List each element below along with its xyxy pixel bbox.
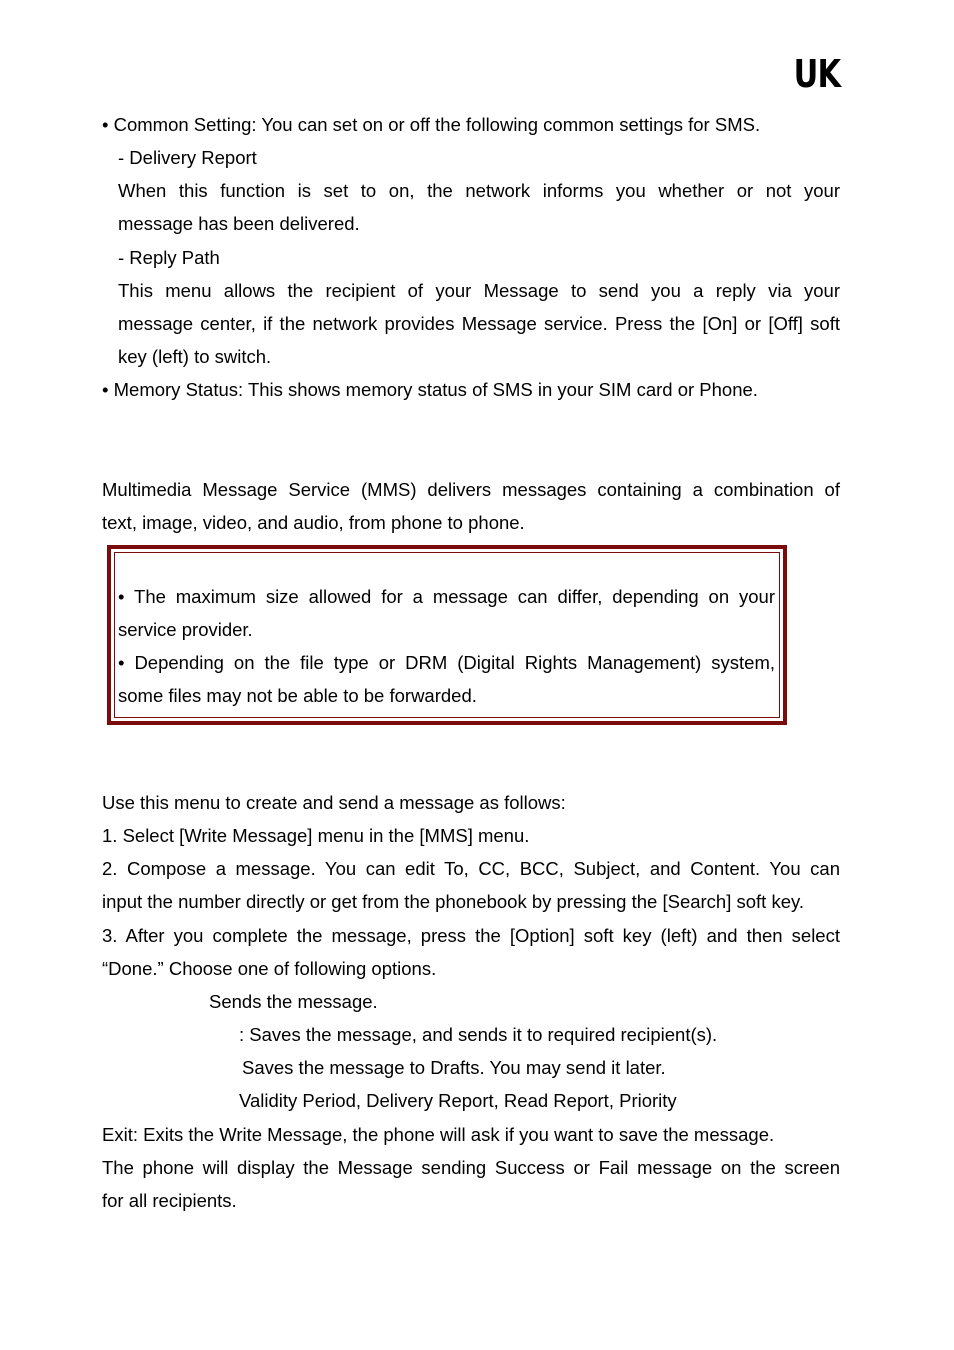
option-save-desc: Saves the message to Drafts. You may send it later. xyxy=(242,1057,666,1078)
mms-intro-text: text, image, video, and audio, from phone to phone. xyxy=(102,512,525,533)
result-text: for all recipients. xyxy=(102,1190,237,1211)
reply-path-desc: key (left) to switch. xyxy=(118,346,272,367)
note-item: • Depending on the file type or DRM (Digital Rights Management) system, xyxy=(118,652,775,673)
write-message-intro: Use this menu to create and send a message as follows: xyxy=(102,792,566,813)
delivery-report-title: - Delivery Report xyxy=(118,147,257,168)
reply-path-desc: This menu allows the recipient of your Message to send you a reply via your xyxy=(118,280,840,301)
write-message-step: 3. After you complete the message, press the [Option] soft key (left) and then select xyxy=(102,925,840,946)
option-settings-desc: Validity Period, Delivery Report, Read Report, Priority xyxy=(239,1090,677,1111)
write-message-step: 2. Compose a message. You can edit To, CC, BCC, Subject, and Content. You can xyxy=(102,858,840,879)
note-item: some files may not be able to be forwarded. xyxy=(118,685,477,706)
option-send-desc: Sends the message. xyxy=(209,991,378,1012)
write-message-step: input the number directly or get from the phonebook by pressing the [Search] soft key. xyxy=(102,891,805,912)
write-message-step: 1. Select [Write Message] menu in the [MMS] menu. xyxy=(102,825,530,846)
result-text: The phone will display the Message sending Success or Fail message on the screen xyxy=(102,1157,840,1178)
note-item: • The maximum size allowed for a message can differ, depending on your xyxy=(118,586,775,607)
common-setting-text: • Common Setting: You can set on or off the following common settings for SMS. xyxy=(102,114,761,135)
delivery-report-desc: When this function is set to on, the network informs you whether or not your xyxy=(118,180,840,201)
region-mark: UK xyxy=(793,52,840,96)
option-save-send-desc: : Saves the message, and sends it to required recipient(s). xyxy=(239,1024,718,1045)
note-item: service provider. xyxy=(118,619,253,640)
delivery-report-desc: message has been delivered. xyxy=(118,213,360,234)
exit-text: Exit: Exits the Write Message, the phone will ask if you want to save the message. xyxy=(102,1124,775,1145)
memory-status-text: • Memory Status: This shows memory status of SMS in your SIM card or Phone. xyxy=(102,379,758,400)
reply-path-title: - Reply Path xyxy=(118,247,220,268)
write-message-step: “Done.” Choose one of following options. xyxy=(102,958,437,979)
mms-intro-text: Multimedia Message Service (MMS) delivers messages containing a combination of xyxy=(102,479,840,500)
reply-path-desc: message center, if the network provides Message service. Press the [On] or [Off] soft xyxy=(118,313,840,334)
